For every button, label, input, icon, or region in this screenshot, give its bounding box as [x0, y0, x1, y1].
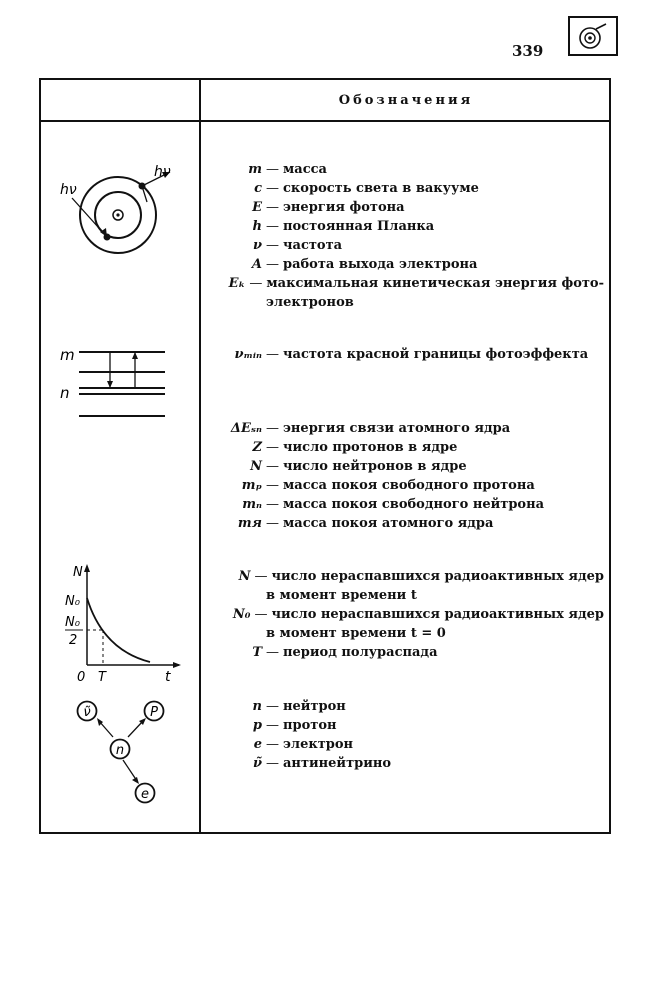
definition-text: максимальная кинетическая энергия фото- — [266, 276, 604, 291]
definition-text: электрон — [283, 737, 354, 752]
symbol: mₙ — [242, 497, 262, 512]
symbol: p — [252, 718, 262, 733]
y-tick-n0: N₀ — [65, 594, 80, 609]
y-tick-half-num: N₀ — [65, 615, 80, 630]
definition-text: масса — [283, 162, 327, 177]
x-tick-t-half: T — [98, 670, 106, 685]
definition-continuation: в момент времени t — [266, 588, 417, 603]
definition-row: νₘᵢₙ — частота красной границы фотоэффекта — [204, 347, 604, 366]
atom-corner-icon — [568, 16, 618, 56]
definition-row: mₚ — масса покоя свободного протона — [204, 478, 604, 497]
definition-text: масса покоя свободного нейтрона — [283, 497, 545, 512]
definition-text: постоянная Планка — [283, 219, 435, 234]
definition-text: число протонов в ядре — [283, 440, 458, 455]
symbol: mя — [237, 516, 262, 531]
definition-row: ν̃ — антинейтрино — [204, 756, 604, 775]
symbol: N — [250, 459, 262, 474]
definition-text: антинейтрино — [283, 756, 392, 771]
definition-row: mₙ — масса покоя свободного нейтрона — [204, 497, 604, 516]
symbol: N — [238, 569, 251, 584]
column-divider — [199, 78, 201, 834]
symbol: mₚ — [241, 478, 262, 493]
symbol: E — [252, 200, 262, 215]
definition-row: mя — масса покоя атомного ядра — [204, 516, 604, 535]
definition-text: частота красной границы фотоэффекта — [283, 347, 589, 362]
definition-text: энергия фотона — [283, 200, 405, 215]
definition-text: число нераспавшихся радиоактивных ядер — [271, 569, 604, 584]
symbol: A — [251, 257, 262, 272]
symbol: c — [254, 181, 262, 196]
definition-row: T — период полураспада — [204, 645, 604, 664]
level-label-n: n — [60, 384, 70, 402]
definition-text: нейтрон — [283, 699, 346, 714]
y-axis-label: N — [73, 565, 83, 580]
photon-label-left: hν — [60, 182, 77, 198]
definition-row: p — протон — [204, 718, 604, 737]
decay-curve-figure — [55, 560, 185, 685]
definition-row: N — число нейтронов в ядре — [204, 459, 604, 478]
definition-row: h — постоянная Планка — [204, 219, 604, 238]
photon-label-right: hν — [154, 164, 171, 180]
atom-photon-figure — [50, 150, 195, 280]
origin-label: 0 — [77, 670, 86, 685]
symbol: ΔEₛₙ — [230, 421, 262, 436]
symbol: ν̃ — [252, 756, 262, 771]
energy-levels-figure — [55, 340, 175, 425]
definition-row: N — число нераспавшихся радиоактивных ядер — [204, 569, 604, 588]
definition-row: A — работа выхода электрона — [204, 257, 604, 276]
definition-row: ν — частота — [204, 238, 604, 257]
definition-row: E — энергия фотона — [204, 200, 604, 219]
definition-row: c — скорость света в вакууме — [204, 181, 604, 200]
level-label-m: m — [60, 346, 75, 364]
header-divider — [39, 120, 611, 122]
definition-continuation: в момент времени t = 0 — [266, 626, 446, 641]
neutron-node: n — [115, 743, 125, 758]
symbol: n — [252, 699, 262, 714]
definition-text: протон — [283, 718, 337, 733]
definition-text: скорость света в вакууме — [283, 181, 479, 196]
antineutrino-node: ν̃ — [83, 705, 91, 720]
page-number: 339 — [512, 42, 544, 60]
symbol: e — [253, 737, 262, 752]
definition-row: e — электрон — [204, 737, 604, 756]
electron-node: e — [141, 787, 149, 802]
proton-node: P — [150, 705, 158, 720]
symbol: Eₖ — [228, 276, 246, 291]
definition-text: частота — [283, 238, 343, 253]
symbol: Z — [252, 440, 262, 455]
definition-row: N₀ — число нераспавшихся радиоактивных ядер — [204, 607, 604, 626]
symbol: νₘᵢₙ — [234, 347, 262, 362]
definition-row: Z — число протонов в ядре — [204, 440, 604, 459]
definition-row: Eₖ — максимальная кинетическая энергия фото- — [204, 276, 604, 295]
definition-text: масса покоя свободного протона — [283, 478, 535, 493]
beta-decay-figure — [65, 695, 190, 810]
definition-continuation: электронов — [266, 295, 354, 310]
symbol: m — [248, 162, 262, 177]
definition-text: число нейтронов в ядре — [283, 459, 467, 474]
definition-row: ΔEₛₙ — энергия связи атомного ядра — [204, 421, 604, 440]
definition-row: n — нейтрон — [204, 699, 604, 718]
x-axis-label: t — [165, 669, 171, 685]
symbol: ν — [252, 238, 262, 253]
definition-row: m — масса — [204, 162, 604, 181]
symbol: h — [252, 219, 262, 234]
definition-text: энергия связи атомного ядра — [283, 421, 511, 436]
definition-text: масса покоя атомного ядра — [283, 516, 494, 531]
definition-text: число нераспавшихся радиоактивных ядер — [271, 607, 604, 622]
symbol: N₀ — [232, 607, 251, 622]
header-title: Обозначения — [338, 93, 474, 108]
definition-text: работа выхода электрона — [283, 257, 478, 272]
definition-text: период полураспада — [283, 645, 438, 660]
y-tick-half-den: 2 — [69, 633, 78, 648]
symbol: T — [252, 645, 262, 660]
